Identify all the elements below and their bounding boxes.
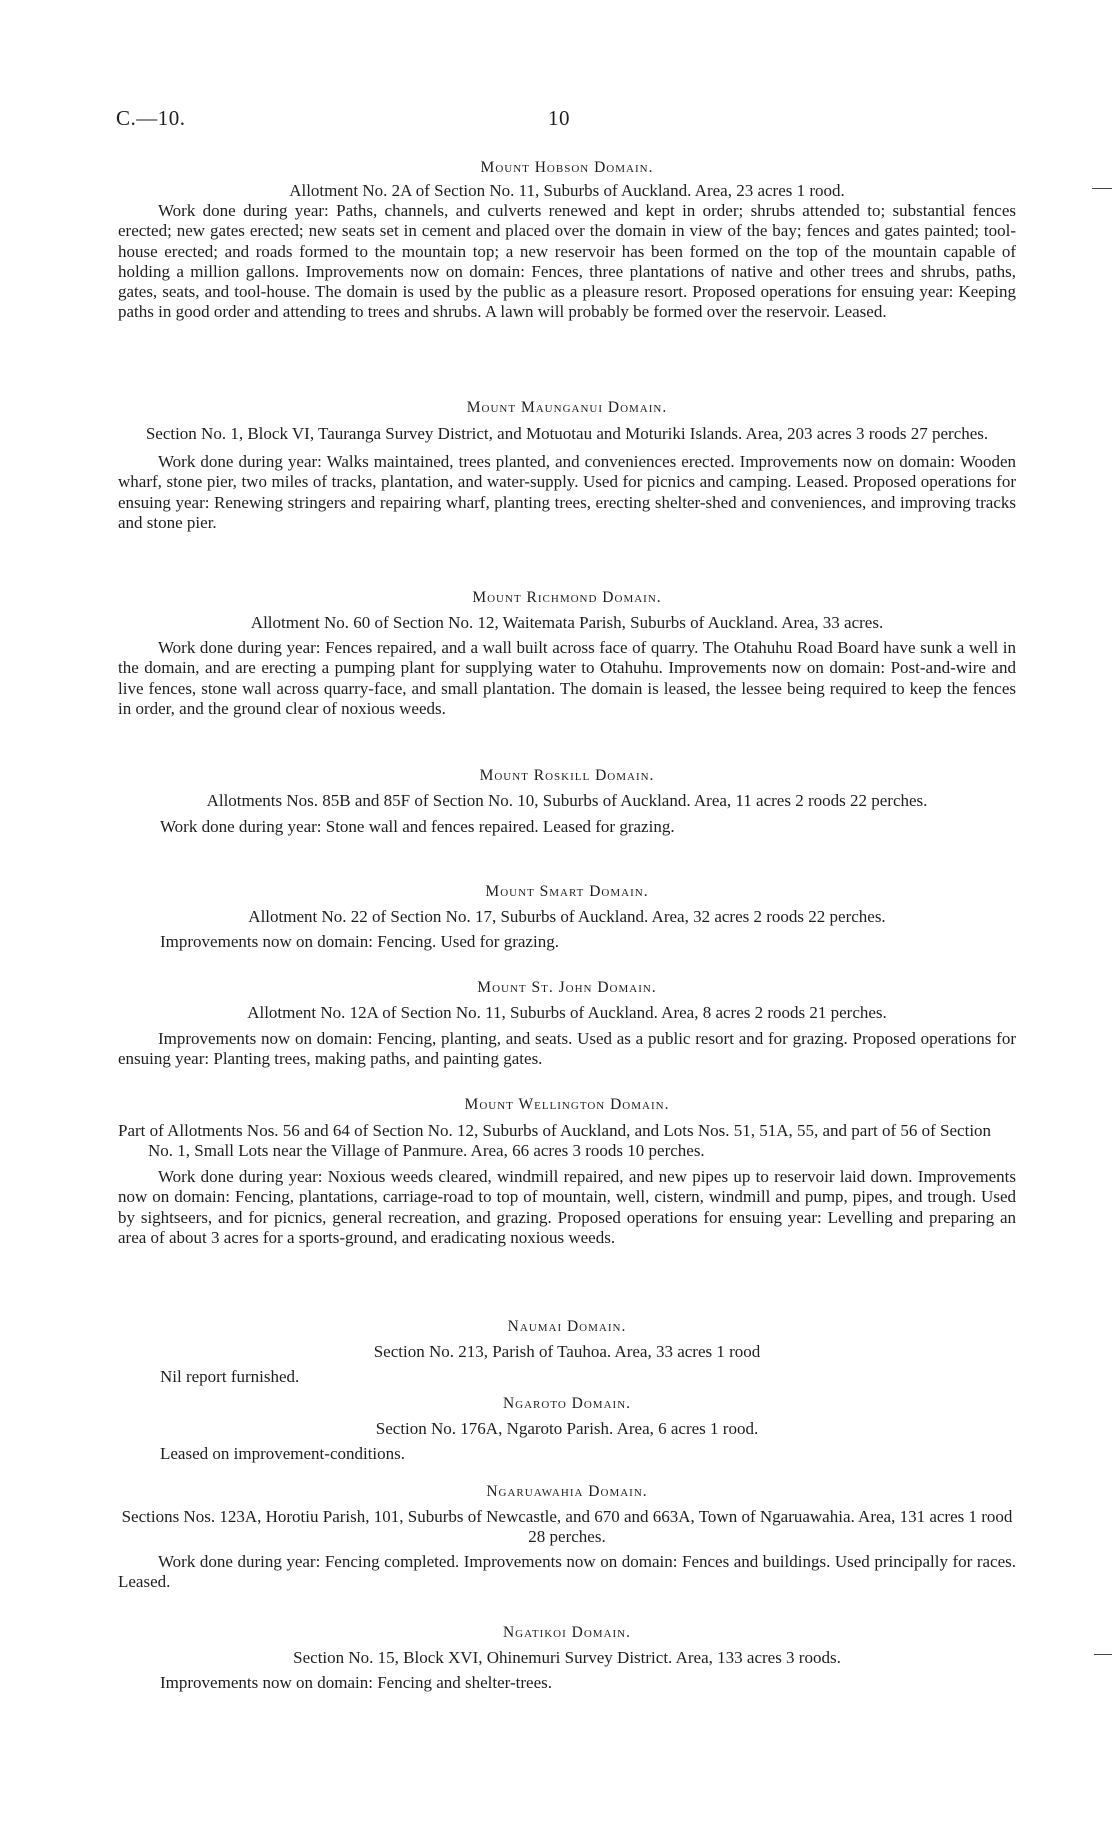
section-body: Work done during year: Fences repaired, and a wall built across face of quarry. The Otahuhu Road Board have sunk a well in the domain, and are erecting a pumping plant for supplying water to Otahuhu. Improvements now on domain: Post-and-wire and live fences, stone wall across quarry-face, and small plantation. The domain is leased, the lessee being required to keep the fences in order, and the ground clear of noxious weeds. bbox=[118, 638, 1016, 718]
section-title: Mount Maunganui Domain. bbox=[466, 399, 668, 416]
domain-section-naumai bbox=[118, 1317, 1016, 1387]
section-body: Improvements now on domain: Fencing. Used for grazing. bbox=[160, 932, 559, 951]
margin-mark bbox=[1094, 1654, 1112, 1655]
section-title: Mount Hobson Domain. bbox=[480, 159, 654, 176]
section-location: Section No. 1, Block VI, Tauranga Survey District, and Motuotau and Moturiki Islands. Area, 203 acres 3 roods 27 perches. bbox=[145, 424, 989, 443]
page-number: 10 bbox=[548, 106, 570, 130]
section-body: Work done during year: Stone wall and fences repaired. Leased for grazing. bbox=[160, 817, 675, 836]
section-title: Mount St. John Domain. bbox=[477, 979, 657, 996]
section-location: Allotment No. 2A of Section No. 11, Suburbs of Auckland. Area, 23 acres 1 rood. bbox=[289, 181, 845, 200]
domain-section-mount-wellington bbox=[118, 1095, 1016, 1248]
domain-section-mount-richmond bbox=[118, 588, 1016, 719]
section-title: Naumai Domain. bbox=[507, 1318, 627, 1335]
section-body: Nil report furnished. bbox=[160, 1367, 300, 1386]
section-location: Allotments Nos. 85B and 85F of Section No. 10, Suburbs of Auckland. Area, 11 acres 2 roods 22 perches. bbox=[206, 791, 928, 810]
domain-section-ngatikoi bbox=[118, 1623, 1016, 1693]
section-location: Allotment No. 60 of Section No. 12, Waitemata Parish, Suburbs of Auckland. Area, 33 acres. bbox=[250, 613, 884, 632]
section-location: Allotment No. 22 of Section No. 17, Suburbs of Auckland. Area, 32 acres 2 roods 22 perches. bbox=[248, 907, 886, 926]
section-location: Section No. 176A, Ngaroto Parish. Area, 6 acres 1 rood. bbox=[375, 1419, 759, 1438]
section-body: Work done during year: Noxious weeds cleared, windmill repaired, and new pipes up to reservoir laid down. Improvements now on domain: Fencing, plantations, carriage-road to top of mountain, well, cistern, windmill and pump, pipes, and trough. Used by sightseers, and for picnics, general recreation, and grazing. Proposed operations for ensuing year: Levelling and preparing an area of about 3 acres for a sports-ground, and eradicating noxious weeds. bbox=[118, 1167, 1016, 1247]
domain-section-mount-maunganui bbox=[118, 398, 1016, 533]
page-reference: C.—10. bbox=[116, 106, 186, 130]
domain-section-mount-st-john bbox=[118, 978, 1016, 1070]
section-title: Mount Roskill Domain. bbox=[479, 767, 655, 784]
section-body: Work done during year: Fencing completed. Improvements now on domain: Fences and buildings. Used principally for races. Leased. bbox=[118, 1552, 1016, 1592]
domain-section-mount-roskill bbox=[118, 766, 1016, 837]
domain-section-ngaruawahia bbox=[118, 1482, 1016, 1593]
section-body: Work done during year: Walks maintained, trees planted, and conveniences erected. Improvements now on domain: Wooden wharf, stone pier, two miles of tracks, plantation, and water-supply. Used for picnics and camping. Leased. Proposed operations for ensuing year: Renewing stringers and repairing wharf, planting trees, erecting shelter-shed and conveniences, and improving tracks and stone pier. bbox=[118, 452, 1016, 532]
domain-section-ngaroto bbox=[118, 1394, 1016, 1464]
section-title: Mount Richmond Domain. bbox=[472, 589, 662, 606]
section-body: Improvements now on domain: Fencing, planting, and seats. Used as a public resort and for grazing. Proposed operations for ensuing year: Planting trees, making paths, and painting gates. bbox=[118, 1029, 1016, 1069]
section-body: Leased on improvement-conditions. bbox=[160, 1444, 406, 1463]
section-title: Mount Smart Domain. bbox=[485, 883, 649, 900]
section-body: Work done during year: Paths, channels, and culverts renewed and kept in order; shrubs attended to; substantial fences erected; new gates erected; new seats set in cement and placed over the domain in view of the bay; fences and gates painted; tool-house erected; and roads formed to the mountain top; a new reservoir has been formed on the top of the mountain capable of holding a million gallons. Improvements now on domain: Fences, three plantations of native and other trees and shrubs, paths, gates, seats, and tool-house. The domain is used by the public as a pleasure resort. Proposed operations for ensuing year: Keeping paths in good order and attending to trees and shrubs. A lawn will probably be formed over the reservoir. Leased. bbox=[118, 201, 1016, 322]
domain-section-mount-smart bbox=[118, 882, 1016, 952]
section-title: Ngatikoi Domain. bbox=[502, 1624, 631, 1641]
section-title: Mount Wellington Domain. bbox=[464, 1096, 670, 1113]
section-location: Section No. 15, Block XVI, Ohinemuri Survey District. Area, 133 acres 3 roods. bbox=[293, 1648, 841, 1667]
section-body: Improvements now on domain: Fencing and shelter-trees. bbox=[160, 1673, 552, 1692]
section-title: Ngaroto Domain. bbox=[502, 1395, 632, 1412]
section-location: Section No. 213, Parish of Tauhoa. Area, 33 acres 1 rood bbox=[373, 1342, 761, 1361]
margin-mark bbox=[1092, 188, 1112, 189]
section-location: Part of Allotments Nos. 56 and 64 of Section No. 12, Suburbs of Auckland, and Lots Nos. 51, 51A, 55, and part of 56 of Section No. 1, Small Lots near the Village of Panmure. Area, 66 acres 3 roods 10 perches. bbox=[118, 1121, 992, 1160]
section-location: Sections Nos. 123A, Horotiu Parish, 101, Suburbs of Newcastle, and 670 and 663A, Town of Ngaruawahia. Area, 131 acres 1 rood 28 perches. bbox=[121, 1507, 1013, 1546]
section-location: Allotment No. 12A of Section No. 11, Suburbs of Auckland. Area, 8 acres 2 roods 21 perches. bbox=[247, 1003, 887, 1022]
section-title: Ngaruawahia Domain. bbox=[486, 1483, 648, 1500]
domain-section-mount-hobson bbox=[118, 158, 1016, 323]
